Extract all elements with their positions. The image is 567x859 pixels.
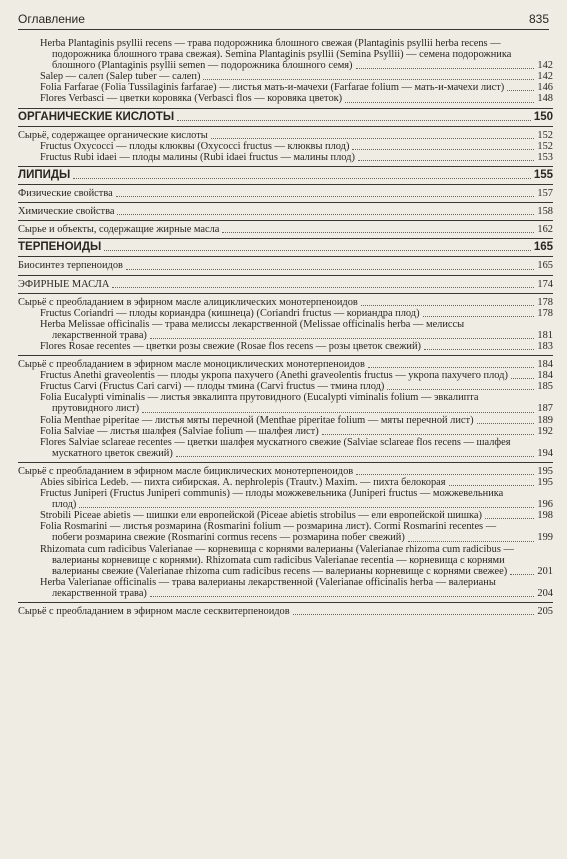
dot-leader bbox=[507, 90, 534, 91]
dot-leader bbox=[361, 305, 535, 306]
toc-page-number: 178 bbox=[537, 296, 553, 308]
toc-entry-title: Folia Farfarae (Folia Tussilaginis farfarae) — листья мать-и-мачехи (Farfarae folium — мать-и-мачехи лист) bbox=[40, 82, 505, 94]
dot-leader bbox=[117, 214, 534, 215]
toc-page-number: 196 bbox=[537, 499, 553, 511]
dot-leader bbox=[73, 178, 530, 179]
toc-page-number: 155 bbox=[533, 168, 553, 181]
toc-section-heading bbox=[18, 112, 553, 123]
toc-page-number: 152 bbox=[537, 129, 553, 141]
toc-page-number: 174 bbox=[537, 278, 553, 290]
section-divider bbox=[18, 126, 553, 127]
dot-leader bbox=[358, 160, 534, 161]
toc-entry-title: Fructus Coriandri — плоды кориандра (кишнеца) (Coriandri fructus — кориандра плод) bbox=[40, 307, 420, 319]
toc-subentry bbox=[18, 38, 553, 71]
toc-entry-title: Fructus Oxycocci — плоды клюквы (Oxycocci fructus — клюквы плод) bbox=[40, 140, 350, 152]
section-divider bbox=[18, 293, 553, 294]
toc-page-number: 142 bbox=[537, 60, 553, 72]
dot-leader bbox=[203, 79, 534, 80]
toc-page-number: 148 bbox=[537, 93, 553, 105]
dot-leader bbox=[408, 541, 535, 542]
toc-entry-title: Сырьё с преобладанием в эфирном масле моноциклических монотерпеноидов bbox=[18, 359, 365, 371]
toc-page-number: 194 bbox=[537, 447, 553, 459]
toc-page-number: 165 bbox=[537, 260, 553, 272]
dot-leader bbox=[352, 149, 534, 150]
toc-entry-title: Herba Melissae officinalis — трава мелиссы лекарственной (Melissae officinalis herba — мелиссы лекарственной трава) bbox=[40, 318, 465, 341]
section-divider bbox=[18, 602, 553, 603]
toc-entry bbox=[18, 606, 553, 617]
section-divider bbox=[18, 462, 553, 463]
toc-subentry bbox=[18, 437, 553, 459]
toc-entry-title: ТЕРПЕНОИДЫ bbox=[18, 241, 102, 254]
dot-leader bbox=[112, 287, 534, 288]
toc-entry-title: Fructus Anethi graveolentis — плоды укропа пахучего (Anethi graveolentis fructus — укропа пахучего плод) bbox=[40, 370, 508, 382]
dot-leader bbox=[356, 68, 535, 69]
header-rule bbox=[18, 29, 549, 30]
section-divider bbox=[18, 202, 553, 203]
dot-leader bbox=[477, 423, 535, 424]
toc-subentry bbox=[18, 381, 553, 392]
toc-page-number: 153 bbox=[537, 151, 553, 163]
dot-leader bbox=[177, 120, 531, 121]
toc-page-number: 187 bbox=[537, 403, 553, 415]
toc-page-number: 152 bbox=[537, 140, 553, 152]
section-divider bbox=[18, 166, 553, 167]
dot-leader bbox=[511, 378, 535, 379]
toc-page-number: 146 bbox=[537, 82, 553, 94]
toc-entry-title: Fructus Carvi (Fructus Cari carvi) — плоды тмина (Carvi fructus — тмина плод) bbox=[40, 381, 385, 393]
dot-leader bbox=[104, 250, 531, 251]
toc-entry bbox=[18, 130, 553, 141]
toc-entry-title: Fructus Rubi idaei — плоды малины (Rubi idaei fructus — малины плод) bbox=[40, 151, 355, 163]
toc-subentry bbox=[18, 71, 553, 82]
toc-entry-title: Rhizomata cum radicibus Valerianae — корневища с корнями валерианы (Valerianae rhizoma cum radicibus — валерианы корневище с корнями). Rhizomata cum radicibus Valerianae recentia — корневища с корнями валерианы свежие (Valerianae rhizoma cum radicibus recens — валерианы корневище с корнями свежее) bbox=[40, 543, 514, 577]
toc-entry-title: Abies sibirica Ledeb. — пихта сибирская. A. nephrolepis (Trautv.) Maxim. — пихта белокорая bbox=[40, 477, 446, 488]
toc-page-number: 165 bbox=[533, 241, 553, 254]
toc-subentry bbox=[18, 152, 553, 163]
toc-subentry bbox=[18, 341, 553, 352]
toc-page-number: 150 bbox=[533, 110, 553, 123]
section-divider bbox=[18, 355, 553, 356]
toc-entry-title: Flores Rosae recentes — цветки розы свежие (Rosae flos recens — розы цветок свежий) bbox=[40, 340, 421, 352]
toc-subentry bbox=[18, 319, 553, 341]
dot-leader bbox=[322, 434, 535, 435]
toc-entry-title: Herba Valerianae officinalis — трава валерианы лекарственной (Valerianae officinalis herba — валерианы лекарственной трава) bbox=[40, 576, 496, 599]
toc-page-number: 184 bbox=[537, 359, 553, 371]
toc-subentry bbox=[18, 82, 553, 93]
dot-leader bbox=[368, 367, 535, 368]
toc-entry bbox=[18, 466, 553, 477]
toc-subentry bbox=[18, 415, 553, 426]
section-divider bbox=[18, 184, 553, 185]
toc-page-number: 183 bbox=[537, 340, 553, 352]
toc-entry-title: Strobili Piceae abietis — шишки ели европейской (Piceae abietis strobilus — ели европейской шишка) bbox=[40, 510, 482, 522]
section-divider bbox=[18, 256, 553, 257]
toc-page-number: 204 bbox=[537, 587, 553, 599]
toc-page-number: 157 bbox=[537, 188, 553, 200]
toc-subentry bbox=[18, 521, 553, 543]
dot-leader bbox=[211, 138, 535, 139]
toc-entry-title: Химические свойства bbox=[18, 206, 115, 218]
toc-page-number: 181 bbox=[537, 329, 553, 341]
toc-entry-title: Fructus Juniperi (Fructus Juniperi communis) — плоды можжевельника (Juniperi fructus — можжевельника плод) bbox=[40, 488, 504, 511]
toc-section-heading bbox=[18, 170, 553, 181]
toc-page-number: 185 bbox=[537, 381, 553, 393]
toc-entry bbox=[18, 224, 553, 235]
section-divider bbox=[18, 275, 553, 276]
toc-page-number: 184 bbox=[537, 370, 553, 382]
running-title: Оглавление bbox=[18, 12, 85, 26]
toc-subentry bbox=[18, 93, 553, 104]
dot-leader bbox=[293, 614, 535, 615]
dot-leader bbox=[449, 485, 535, 486]
toc-entry-title: Flores Salviae sclareae recentes — цветки шалфея мускатного свежие (Salviae sclareae flos recens — шалфея мускатного цветок свежий) bbox=[40, 436, 511, 459]
toc-entry-title: Salep — салеп (Salep tuber — салеп) bbox=[40, 71, 201, 83]
dot-leader bbox=[142, 412, 534, 413]
toc-page-number: 178 bbox=[537, 307, 553, 319]
toc-entry-title: Folia Menthae piperitae — листья мяты перечной (Menthae piperitae folium — мяты перечной лист) bbox=[40, 414, 474, 426]
toc-subentry bbox=[18, 308, 553, 319]
dot-leader bbox=[150, 338, 535, 339]
toc-entry bbox=[18, 359, 553, 370]
toc-section-heading bbox=[18, 242, 553, 253]
toc-page-number: 201 bbox=[537, 565, 553, 577]
toc-page-number: 198 bbox=[537, 510, 553, 522]
toc-entry-title: Биосинтез терпеноидов bbox=[18, 260, 123, 272]
dot-leader bbox=[356, 474, 534, 475]
table-of-contents bbox=[18, 38, 553, 617]
dot-leader bbox=[424, 349, 534, 350]
toc-subentry bbox=[18, 510, 553, 521]
toc-entry-title: Физические свойства bbox=[18, 188, 113, 200]
toc-subentry bbox=[18, 488, 553, 510]
toc-page-number: 192 bbox=[537, 425, 553, 437]
dot-leader bbox=[79, 507, 534, 508]
toc-page-number: 199 bbox=[537, 532, 553, 544]
toc-entry bbox=[18, 297, 553, 308]
toc-entry-title: Сырьё с преобладанием в эфирном масле алициклических монотерпеноидов bbox=[18, 296, 358, 308]
toc-entry-title: ЭФИРНЫЕ МАСЛА bbox=[18, 278, 110, 290]
toc-subentry bbox=[18, 477, 553, 488]
toc-entry-title: Сырьё с преобладанием в эфирном масле бициклических монотерпеноидов bbox=[18, 465, 354, 477]
section-divider bbox=[18, 220, 553, 221]
dot-leader bbox=[485, 518, 534, 519]
toc-subentry bbox=[18, 426, 553, 437]
page-number: 835 bbox=[528, 12, 549, 26]
toc-entry bbox=[18, 260, 553, 271]
running-header bbox=[18, 12, 549, 26]
dot-leader bbox=[150, 596, 535, 597]
dot-leader bbox=[510, 574, 534, 575]
toc-subentry bbox=[18, 577, 553, 599]
toc-entry-title: Folia Salviae — листья шалфея (Salviae folium — шалфея лист) bbox=[40, 425, 319, 437]
toc-page-number: 158 bbox=[537, 206, 553, 218]
toc-entry-title: Folia Eucalypti viminalis — листья эвкалипта прутовидного (Eucalypti viminalis folium — эвкалипта прутовидного лист) bbox=[40, 392, 479, 415]
dot-leader bbox=[222, 232, 534, 233]
toc-entry-title: Flores Verbasci — цветки коровяка (Verbasci flos — коровяка цветок) bbox=[40, 93, 343, 105]
dot-leader bbox=[345, 102, 534, 103]
toc-entry bbox=[18, 188, 553, 199]
toc-entry-title: ОРГАНИЧЕСКИЕ КИСЛОТЫ bbox=[18, 110, 175, 123]
dot-leader bbox=[126, 269, 534, 270]
toc-entry-title: Folia Rosmarini — листья розмарина (Rosmarini folium — розмарина лист). Cormi Rosmarini recentes — побеги розмарина свежие (Rosmarini cormus recens — розмарина побег свежий) bbox=[40, 521, 497, 544]
toc-page-number: 142 bbox=[537, 71, 553, 83]
toc-page-number: 162 bbox=[537, 224, 553, 236]
dot-leader bbox=[116, 196, 535, 197]
toc-page-number: 189 bbox=[537, 414, 553, 426]
dot-leader bbox=[387, 389, 534, 390]
toc-subentry bbox=[18, 141, 553, 152]
toc-page-number: 195 bbox=[537, 465, 553, 477]
dot-leader bbox=[176, 456, 535, 457]
toc-entry bbox=[18, 206, 553, 217]
toc-entry-title: Сырье и объекты, содержащие жирные масла bbox=[18, 224, 220, 236]
toc-entry-title: ЛИПИДЫ bbox=[18, 168, 71, 181]
toc-subentry bbox=[18, 392, 553, 414]
toc-entry bbox=[18, 279, 553, 290]
section-divider bbox=[18, 238, 553, 239]
toc-subentry bbox=[18, 544, 553, 577]
toc-subentry bbox=[18, 370, 553, 381]
toc-page-number: 195 bbox=[537, 477, 553, 488]
toc-entry-title: Сырьё, содержащее органические кислоты bbox=[18, 129, 208, 141]
section-divider bbox=[18, 108, 553, 109]
toc-entry-title: Сырьё с преобладанием в эфирном масле сесквитерпеноидов bbox=[18, 606, 290, 618]
dot-leader bbox=[423, 316, 535, 317]
toc-page-number: 205 bbox=[537, 606, 553, 618]
toc-entry-title: Herba Plantaginis psyllii recens — трава подорожника блошного свежая (Plantaginis psyllii herba recens — подорожника блошного трава свежая). Semina Plantaginis psyllii (Semina Psyllii) — семена подорожника блошного (Plantaginis psyllii semen — подорожника блошного семя) bbox=[40, 38, 512, 72]
